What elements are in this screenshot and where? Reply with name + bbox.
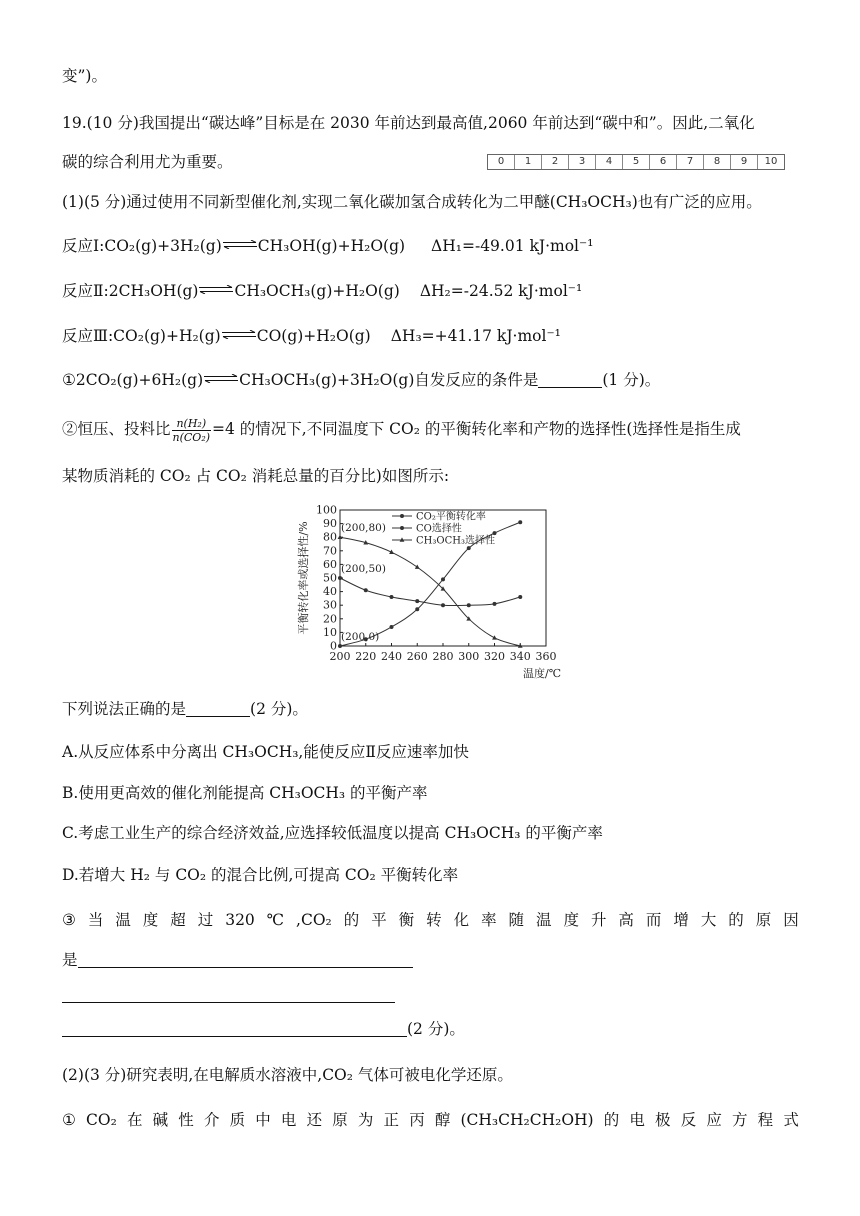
text-token: 性 [178,1111,194,1129]
text-token: 温 [115,911,131,929]
data-point [390,595,394,599]
equilibrium-arrow-icon [222,240,258,249]
y-tick-label: 70 [323,544,337,558]
reaction-products: CO(g)+H₂O(g) [256,327,371,345]
reaction-products: CH₃OCH₃(g)+H₂O(g) [234,282,400,300]
score-cell[interactable]: 5 [623,155,650,169]
subquestion-2-ask [62,699,308,719]
y-tick-label: 50 [323,571,337,585]
text-token: 高 [618,911,634,929]
subquestion-3-answer-line-2 [62,985,395,1005]
text-token: 质 [229,1111,246,1129]
data-point [338,644,342,648]
text-token: 过 [197,911,214,929]
answer-blank[interactable] [538,372,602,388]
y-tick-label: 60 [323,557,337,571]
text-token: 度 [142,911,159,929]
text-token: 正 [383,1111,400,1129]
data-point [441,577,445,581]
reaction-products: CH₃OH(g)+H₂O(g) [257,237,406,255]
option-c[interactable]: C.考虑工业生产的综合经济效益,应选择较低温度以提高 CH₃OCH₃ 的平衡产率 [62,824,603,842]
y-tick-label: 30 [323,598,337,612]
answer-blank[interactable] [78,952,413,968]
text-token: 增 [673,911,689,929]
data-point [338,576,342,580]
data-point [390,625,394,629]
text-token: ,CO₂ [296,911,332,929]
part-2-subquestion-1 [62,1110,799,1130]
subquestion-3-answer-line-3 [62,1019,465,1039]
data-point [364,588,368,592]
y-tick-label: 90 [323,517,337,531]
part-1-intro: (1)(5 分)通过使用不同新型催化剂,实现二氧化碳加氢合成转化为二甲醚(CH₃OCH₃)也有广泛的应用。 [62,193,762,211]
data-point [441,603,445,607]
equilibrium-chart [268,500,578,682]
text-token: 化 [453,911,470,929]
x-tick-label: 220 [355,650,377,663]
text-token: 因 [783,911,799,929]
text-token: 大 [700,911,717,929]
text-token: 当 [87,911,104,929]
x-tick-label: 360 [535,650,557,663]
text-token: 超 [170,911,186,929]
feed-ratio-fraction [172,417,212,444]
fraction-denominator: n(CO₂) [172,430,211,444]
part-2-intro: (2)(3 分)研究表明,在电解质水溶液中,CO₂ 气体可被电化学还原。 [62,1066,513,1084]
reaction-3 [62,326,561,346]
data-point [415,607,419,611]
option-a[interactable]: A.从反应体系中分离出 CH₃OCH₃,能使反应Ⅱ反应速率加快 [62,743,469,761]
score-cell[interactable]: 2 [542,155,569,169]
text-token: CO₂ [86,1111,117,1129]
y-tick-label: 80 [323,530,337,544]
equilibrium-arrow-icon [203,374,239,383]
x-tick-label: 280 [432,650,454,663]
reaction-label: 反应Ⅲ: [62,327,114,345]
question-text: =4 的情况下,不同温度下 CO₂ 的平衡转化率和产物的选择性(选择性是指生成 [212,420,741,438]
data-point [518,520,522,524]
text-token: 的 [343,911,360,929]
text-token: 式 [783,1111,799,1129]
text-token: (CH₃CH₂CH₂OH) [460,1111,594,1129]
x-axis-label: 温度/℃ [522,667,562,680]
data-point [415,565,420,569]
score-cell[interactable]: 8 [704,155,731,169]
question-19-line-2: 碳的综合利用尤为重要。 [62,153,233,171]
subquestion-3-answer-line-1 [62,950,413,970]
score-cell[interactable]: 1 [515,155,542,169]
text-token: 而 [645,911,662,929]
text-token: 320 [225,911,255,929]
answer-blank[interactable] [62,987,395,1003]
point-annotation: (200,50) [341,563,386,575]
enthalpy-value: ΔH₂=-24.52 kJ·mol⁻¹ [419,282,583,300]
text-token: 原 [755,911,772,929]
score-scale [487,154,785,170]
fraction-numerator: n(H₂) [172,417,212,431]
enthalpy-value: ΔH₃=+41.17 kJ·mol⁻¹ [390,327,561,345]
reaction-2 [62,281,582,301]
text-token: 温 [536,911,552,929]
reaction-reactants: ①2CO₂(g)+6H₂(g) [62,371,204,389]
data-point [467,603,471,607]
point-annotation: (200,80) [341,522,386,535]
x-tick-label: 300 [458,650,480,663]
score-cell[interactable]: 3 [569,155,596,169]
score-cell[interactable]: 9 [731,155,758,169]
text-token: ① [62,1111,76,1129]
subquestion-1 [62,370,660,390]
x-tick-label: 340 [509,650,531,663]
text-token: 醇 [434,1111,451,1129]
y-axis-label: 平衡转化率或选择性/% [297,521,310,635]
subquestion-3 [62,910,799,930]
x-tick-label: 260 [406,650,428,663]
text-token: 的 [728,911,744,929]
text-token: 度 [563,911,579,929]
text-token: 应 [706,1111,722,1129]
text-token: 平 [371,911,387,929]
reaction-reactants: CO₂(g)+H₂(g) [113,327,221,345]
text-token: 介 [203,1111,220,1129]
question-19-line-1: 19.(10 分)我国提出“碳达峰”目标是在 2030 年前达到最高值,2060 年前达到“碳中和”。因此,二氧化 [62,114,755,132]
text-token: 的 [603,1111,620,1129]
text-token: ③ [62,911,76,929]
equilibrium-arrow-icon [221,330,257,339]
text-token: 方 [732,1111,748,1129]
text-token: 还 [306,1111,323,1129]
points-label: (2 分)。 [250,700,308,718]
question-text [62,1110,799,1130]
text-token: ℃ [266,911,285,929]
x-tick-label: 320 [484,650,505,663]
question-text: 是 [62,951,78,969]
text-token: 转 [426,911,442,929]
text-token: 程 [757,1111,774,1129]
question-text [62,910,799,930]
point-annotation: (200,0) [341,631,380,643]
text-token: 电 [280,1111,297,1129]
data-point [467,546,471,550]
text-token: 丙 [409,1111,425,1129]
text-token: 中 [255,1111,271,1129]
score-cell[interactable]: 10 [764,156,778,167]
data-point [518,595,522,599]
subquestion-2-line-2: 某物质消耗的 CO₂ 占 CO₂ 消耗总量的百分比)如图所示: [62,467,450,485]
points-label: (1 分)。 [602,371,661,389]
reaction-1 [62,236,593,256]
legend-label: CO选择性 [416,523,462,535]
data-point [493,602,497,606]
text-token: 在 [126,1111,143,1129]
y-tick-label: 40 [323,585,337,599]
reaction-reactants: CO₂(g)+3H₂(g) [104,237,222,255]
reaction-reactants: 2CH₃OH(g) [108,282,199,300]
legend-marker [400,526,404,530]
text-token: 电 [629,1111,645,1129]
points-label: (2 分)。 [407,1020,465,1038]
legend-label: CH₃OCH₃选择性 [416,535,495,547]
text-token: 原 [332,1111,348,1129]
y-tick-label: 20 [323,612,337,626]
text-token: 率 [481,911,497,929]
score-cell[interactable]: 0 [488,155,515,169]
score-cell[interactable]: 7 [677,155,704,169]
answer-blank[interactable] [62,1021,407,1037]
reaction-label: 反应Ⅰ: [62,237,105,255]
text-token: 极 [655,1111,671,1129]
x-tick-label: 200 [329,650,351,663]
subquestion-2 [62,414,741,444]
legend-marker [400,514,404,518]
text-token: 随 [508,911,525,929]
y-tick-label: 10 [323,625,337,639]
question-text: 下列说法正确的是 [62,700,187,718]
y-tick-label: 0 [330,639,337,653]
equilibrium-arrow-icon [198,285,234,294]
text-token: 碱 [152,1111,169,1129]
legend-label: CO₂平衡转化率 [416,511,486,523]
previous-question-tail: 变”)。 [62,67,107,85]
score-cell[interactable]: 4 [596,155,623,169]
x-tick-label: 240 [381,650,402,663]
text-token: 升 [590,911,607,929]
question-text: CH₃OCH₃(g)+3H₂O(g)自发反应的条件是 [239,371,539,389]
text-token: 衡 [398,911,415,929]
option-b[interactable]: B.使用更高效的催化剂能提高 CH₃OCH₃ 的平衡产率 [62,784,428,802]
question-text: ②恒压、投料比 [62,420,171,438]
text-token: 反 [680,1111,697,1129]
reaction-label: 反应Ⅱ: [62,282,109,300]
y-tick-label: 100 [316,503,337,517]
text-token: 为 [357,1111,374,1129]
enthalpy-value: ΔH₁=-49.01 kJ·mol⁻¹ [431,237,594,255]
option-d[interactable]: D.若增大 H₂ 与 CO₂ 的混合比例,可提高 CO₂ 平衡转化率 [62,866,459,884]
data-point [415,599,419,603]
series-line [340,578,520,606]
answer-blank[interactable] [186,701,250,717]
score-cell[interactable]: 6 [650,155,677,169]
